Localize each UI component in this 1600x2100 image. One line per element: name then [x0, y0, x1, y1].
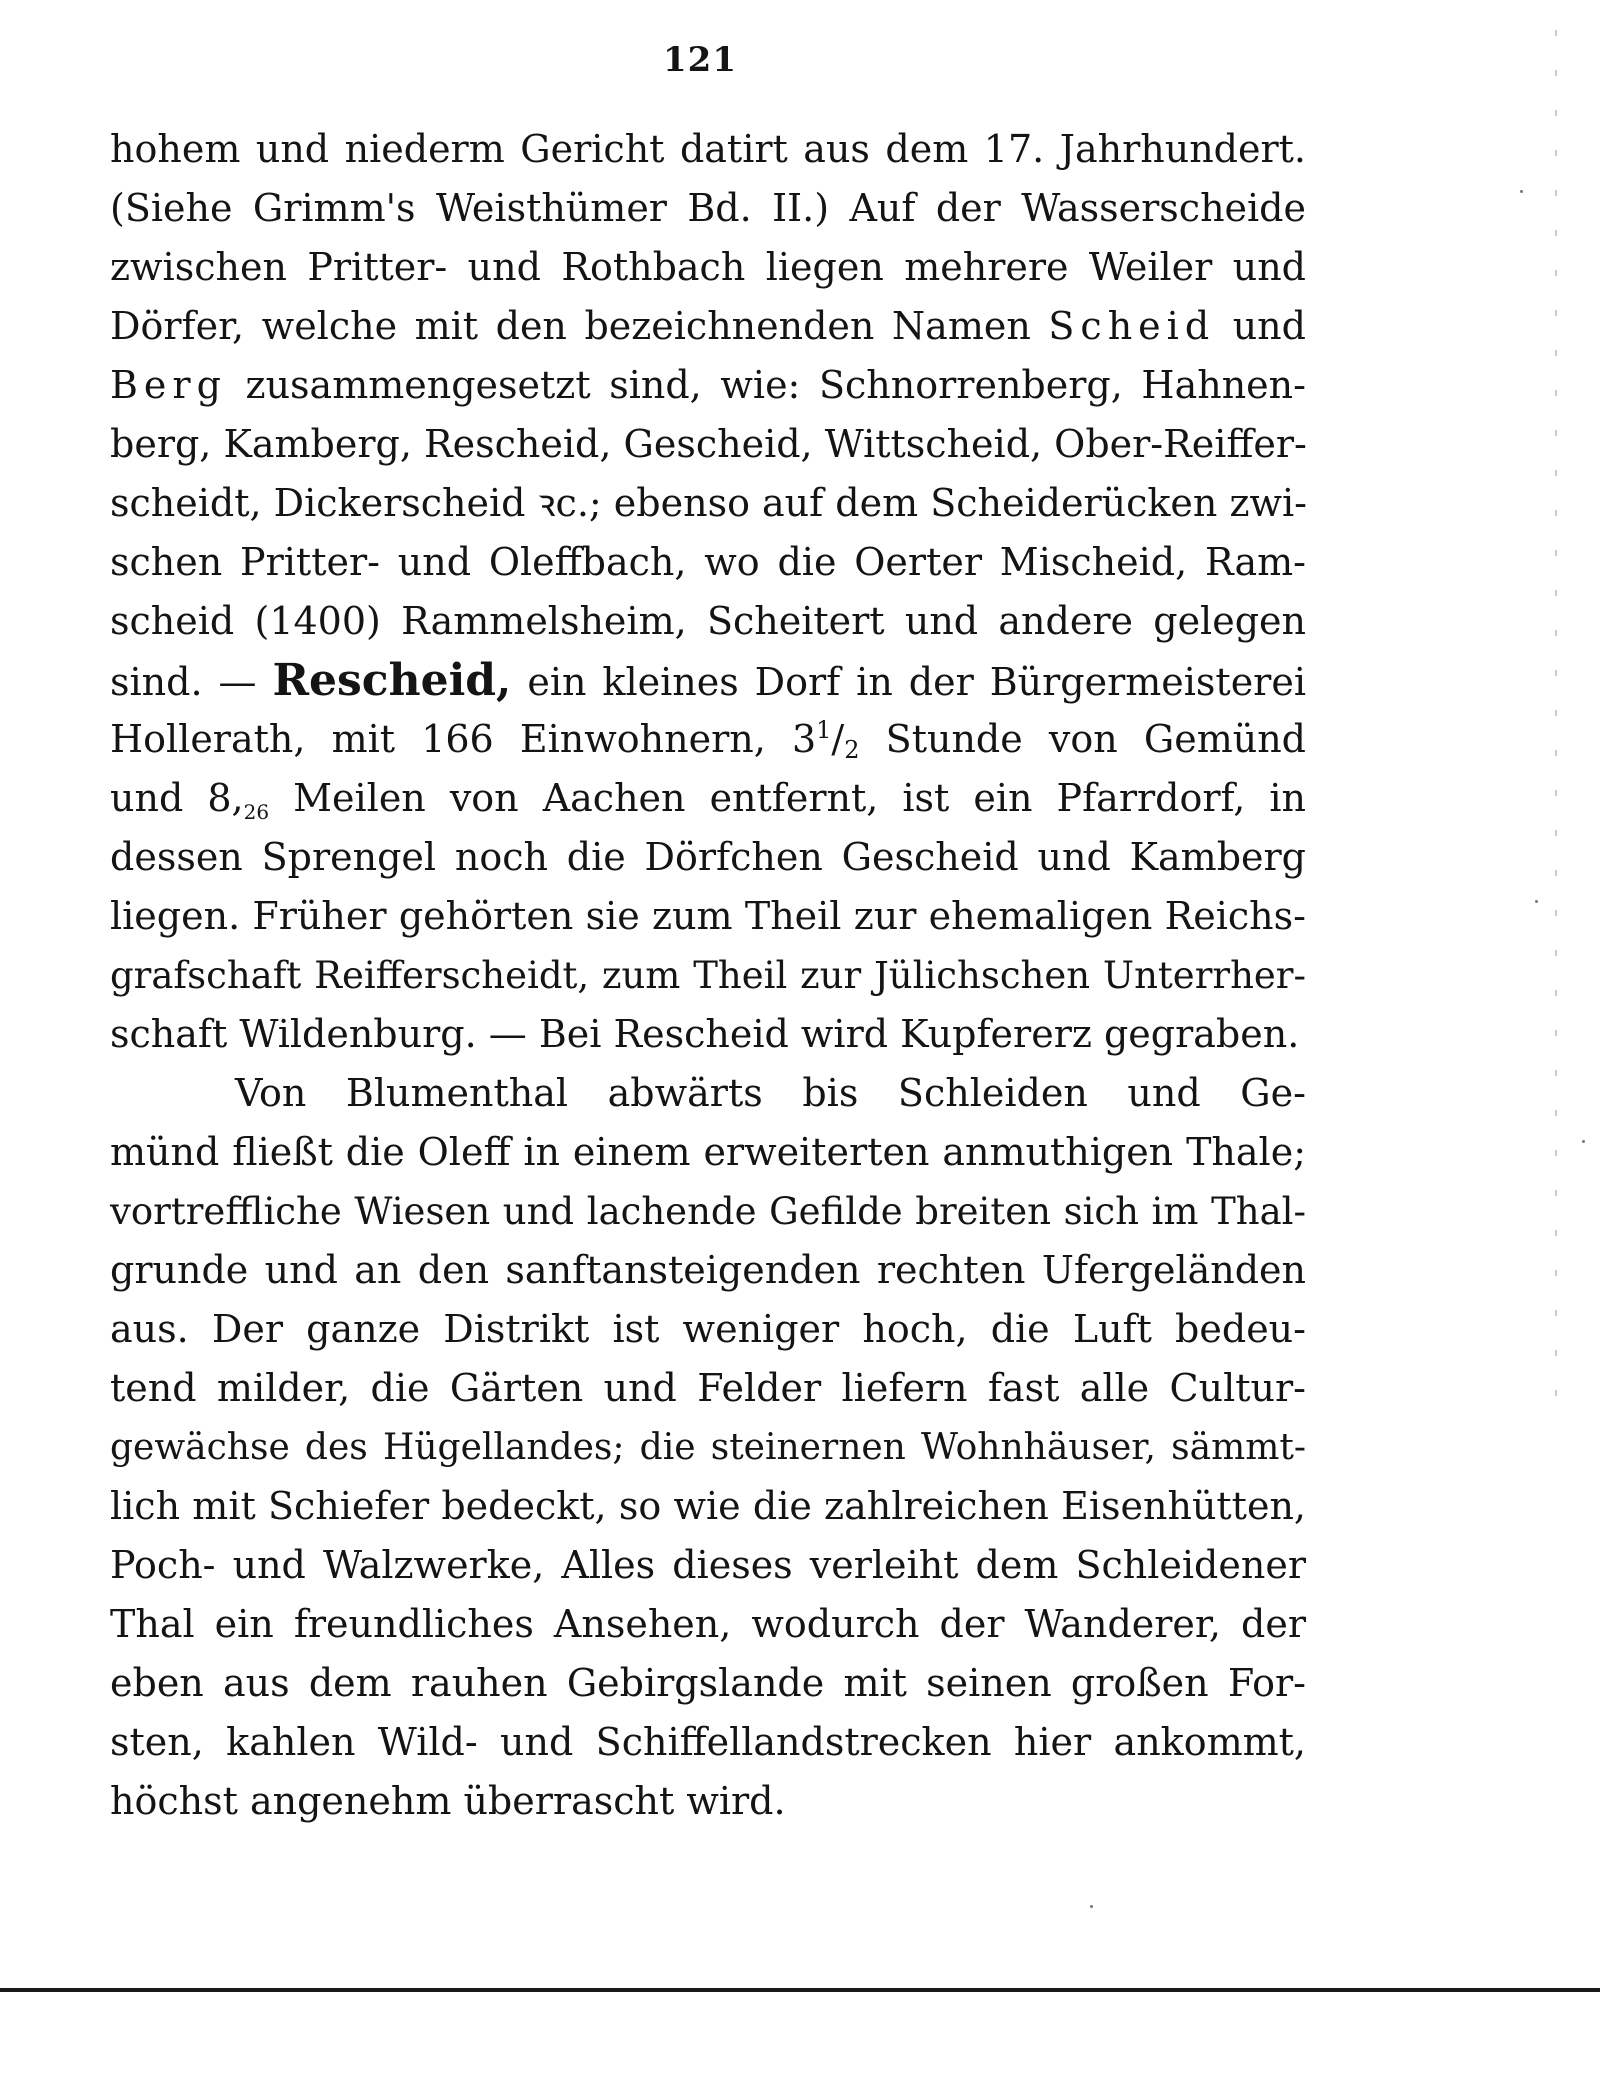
text-line: berg, Kamberg, Rescheid, Gescheid, Wittscheid, Ober-Reiffer- [110, 422, 1307, 466]
decimal-subscript: 26 [243, 800, 270, 824]
text-line: grunde und an den sanftansteigenden rechten Ufergeländen [110, 1248, 1306, 1292]
spaced-word-berg: Berg [110, 363, 227, 407]
text-line: vortreffliche Wiesen und lachende Gefilde breiten sich im Thal- [110, 1190, 1306, 1233]
scan-speck [1582, 1140, 1585, 1143]
headword-rescheid: Rescheid, [272, 655, 512, 706]
page-number: 121 [663, 40, 737, 80]
text-line: liegen. Früher gehörten sie zum Theil zur ehemaligen Reichs- [110, 894, 1306, 938]
text-line: grafschaft Reifferscheidt, zum Theil zur Jülichschen Unterrher- [110, 954, 1306, 997]
fraction-numerator: 1 [816, 716, 832, 744]
text-line: schaft Wildenburg. — Bei Rescheid wird Kupfererz gegraben. [110, 1012, 1300, 1056]
text-segment: Meilen von Aachen entfernt, ist ein Pfarrdorf, in [293, 776, 1306, 820]
text-line: scheid (1400) Rammelsheim, Scheitert und andere gelegen [110, 599, 1306, 643]
text-line: eben aus dem rauhen Gebirgslande mit seinen großen For- [110, 1661, 1306, 1705]
text-line: zwischen Pritter- und Rothbach liegen mehrere Weiler und [110, 245, 1306, 289]
text-line: aus. Der ganze Distrikt ist weniger hoch, die Luft bedeu- [110, 1307, 1306, 1351]
text-segment: Hollerath, mit 166 Einwohnern, 3 [110, 717, 817, 761]
scan-speck [1090, 1905, 1093, 1908]
page-bottom-rule [0, 1988, 1600, 1992]
text-line [110, 651, 1306, 710]
text-line [110, 356, 1306, 415]
text-line [110, 297, 1306, 356]
text-segment: ein kleines Dorf in der Bürgermeisterei [527, 660, 1306, 704]
text-segment: Stunde von Gemünd [885, 717, 1306, 761]
text-line: höchst angenehm überrascht wird. [110, 1779, 786, 1823]
fraction-one-half: $^1/_2$ [816, 716, 860, 764]
text-line: dessen Sprengel noch die Dörfchen Gescheid und Kamberg [110, 835, 1306, 879]
text-segment: sind. — [110, 660, 257, 704]
text-line: Thal ein freundliches Ansehen, wodurch der Wanderer, der [110, 1602, 1306, 1646]
text-line: lich mit Schiefer bedeckt, so wie die zahlreichen Eisenhütten, [110, 1484, 1306, 1528]
text-line: Poch- und Walzwerke, Alles dieses verleiht dem Schleidener [110, 1543, 1306, 1587]
text-segment: Dörfer, welche mit den bezeichnenden Namen [110, 304, 1031, 348]
spaced-word-scheid: Scheid [1048, 304, 1216, 348]
scan-edge-shadow [1555, 30, 1557, 1430]
text-segment: zusammengesetzt sind, wie: Schnorrenberg, Hahnen- [245, 363, 1306, 407]
text-line: tend milder, die Gärten und Felder liefern fast alle Cultur- [110, 1366, 1306, 1410]
text-line [110, 710, 1306, 769]
scan-speck [1520, 190, 1523, 193]
text-line: sten, kahlen Wild- und Schiffellandstrecken hier ankommt, [110, 1720, 1306, 1764]
text-segment: und 8, [110, 776, 244, 820]
body-text [110, 120, 1306, 1831]
fraction-denominator: 2 [844, 736, 860, 764]
text-line [110, 769, 1306, 828]
text-line: münd fließt die Oleff in einem erweiterten anmuthigen Thale; [110, 1130, 1306, 1174]
text-segment: und [1232, 304, 1306, 348]
text-line: schen Pritter- und Oleffbach, wo die Oerter Mischeid, Ram- [110, 540, 1306, 584]
text-line: (Siehe Grimm's Weisthümer Bd. II.) Auf der Wasserscheide [110, 186, 1306, 230]
text-line: hohem und niederm Gericht datirt aus dem 17. Jahrhundert. [110, 127, 1306, 171]
text-line: gewächse des Hügellandes; die steinernen Wohnhäuser, sämmt- [110, 1427, 1306, 1468]
text-line: scheidt, Dickerscheid ꝛc.; ebenso auf dem Scheiderücken zwi- [110, 481, 1307, 525]
scan-speck [1535, 900, 1538, 903]
text-line-paragraph-start: Von Blumenthal abwärts bis Schleiden und Ge- [235, 1071, 1306, 1115]
